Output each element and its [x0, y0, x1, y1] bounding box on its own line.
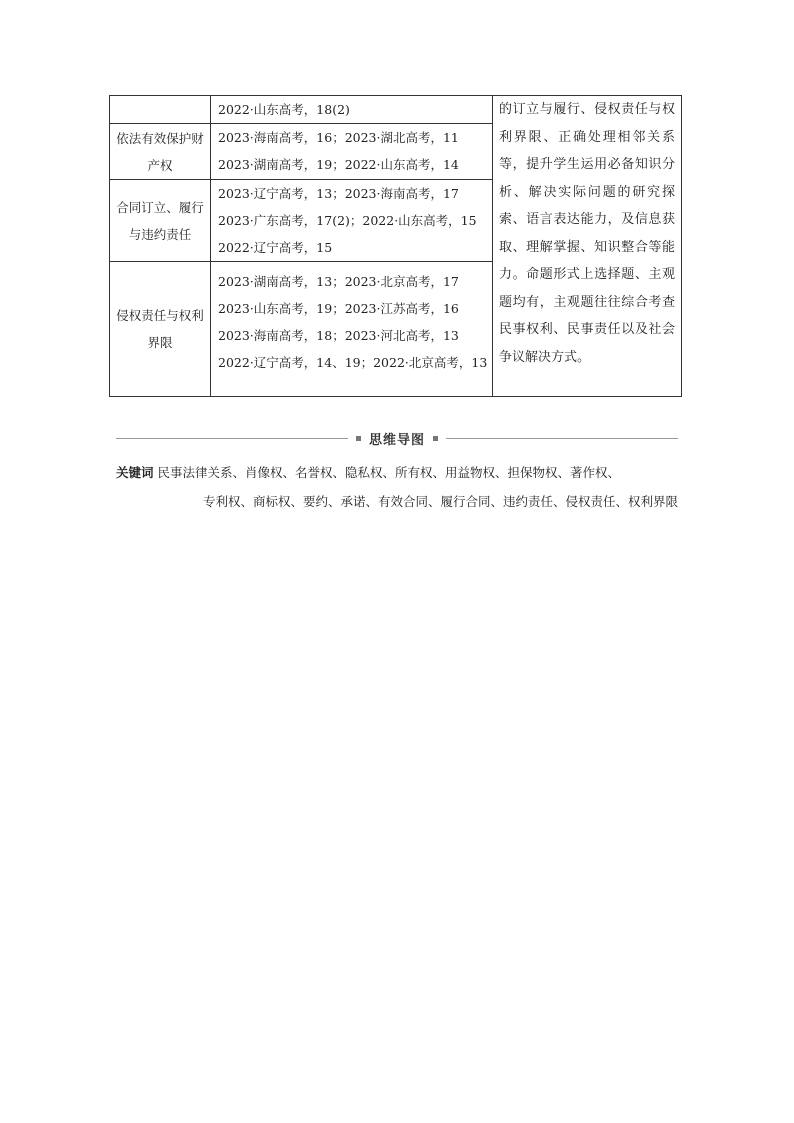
exam-reference: 2023·湖南高考，13；2023·北京高考，17	[218, 274, 459, 289]
exam-reference: 2022·辽宁高考，15	[218, 240, 333, 255]
topic-cell: 侵权责任与权利界限	[110, 262, 211, 397]
exam-reference: 2023·湖南高考，19；2022·山东高考，14	[218, 157, 459, 172]
exam-reference: 2022·山东高考，18(2)	[218, 102, 350, 117]
divider	[116, 438, 348, 439]
keywords-block	[116, 458, 678, 516]
topic-cell: 依法有效保护财产权	[110, 124, 211, 180]
exam-reference: 2023·海南高考，18；2023·河北高考，13	[218, 328, 459, 343]
topic-cell: 合同订立、履行与违约责任	[110, 180, 211, 262]
section-title: 思维导图	[369, 432, 426, 448]
keywords-line: 专利权、商标权、要约、承诺、有效合同、履行合同、违约责任、侵权责任、权利界限	[202, 494, 678, 509]
topic-cell	[110, 96, 211, 124]
square-bullet-icon	[356, 436, 361, 441]
description-cell: 的订立与履行、侵权责任与权利界限、正确处理相邻关系等，提升学生运用必备知识分析、解决实际问题的研究探索、语言表达能力，及信息获取、理解掌握、知识整合等能力。命题形式上选择题、主观题均有，主观题往往综合考查民事权利、民事责任以及社会争议解决方式。	[493, 96, 682, 397]
mindmap-section-header	[116, 428, 678, 448]
exams-cell	[211, 180, 493, 262]
square-bullet-icon	[433, 436, 438, 441]
exam-reference: 2023·海南高考，16；2023·湖北高考，11	[218, 130, 459, 145]
exams-cell	[211, 262, 493, 397]
exam-topics-table	[109, 95, 682, 397]
table-row	[110, 96, 682, 124]
exams-cell	[211, 96, 493, 124]
keywords-text: 民事法律关系、肖像权、名誉权、隐私权、所有权、用益物权、担保物权、著作权、	[157, 465, 621, 480]
exam-reference: 2023·辽宁高考，13；2023·海南高考，17	[218, 186, 459, 201]
exams-cell	[211, 124, 493, 180]
exam-reference: 2022·辽宁高考，14、19；2022·北京高考，13	[218, 355, 488, 370]
exam-reference: 2023·广东高考，17(2)；2022·山东高考，15	[218, 213, 477, 228]
keywords-line	[116, 458, 678, 487]
divider	[446, 438, 678, 439]
keywords-label: 关键词	[116, 465, 154, 480]
exam-reference: 2023·山东高考，19；2023·江苏高考，16	[218, 301, 459, 316]
